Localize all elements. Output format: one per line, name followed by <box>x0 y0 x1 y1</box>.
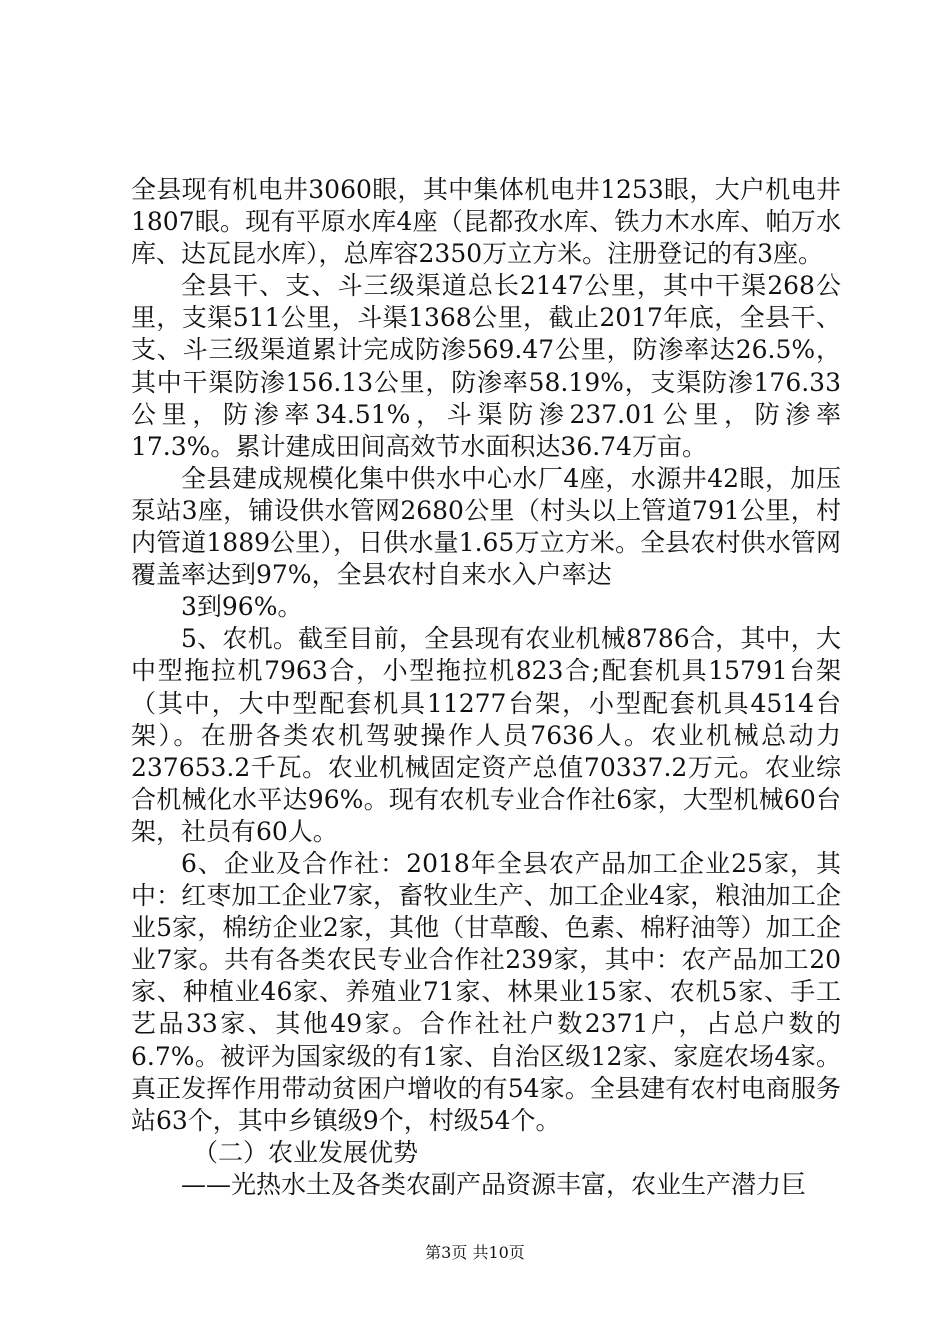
paragraph-agricultural-machinery: 5、农机。截至目前，全县现有农业机械8786合，其中，大中型拖拉机7963合，小型拖拉机823合;配套机具15791台架（其中，大中型配套机具11277台架，小型配套机具4514台架）。在册各类农机驾驶操作人员7636人。农业机械总动力237653.2千瓦。农业机械固定资产总值70337.2万元。农业综合机械化水平达96%。现有农机专业合作社6家，大型机械60台架，社员有60人。 <box>131 624 841 846</box>
paragraph-water-supply-continued: 3到96%。 <box>181 592 303 622</box>
document-body <box>131 174 841 1201</box>
section-heading-advantages: （二）农业发展优势 <box>193 1137 419 1167</box>
paragraph-resources: ——光热水土及各类农副产品资源丰富，农业生产潜力巨 <box>181 1169 807 1199</box>
paragraph-irrigation-wells: 全县现有机电井3060眼，其中集体机电井1253眼，大户机电井1807眼。现有平原水库4座（昆都孜水库、铁力木水库、帕万水库、达瓦昆水库），总库容2350万立方米。注册登记的有3座。 <box>131 175 841 269</box>
page-footer: 第3页 共10页 <box>425 1243 525 1262</box>
paragraph-enterprises-cooperatives: 6、企业及合作社：2018年全县农产品加工企业25家，其中：红枣加工企业7家，畜牧业生产、加工企业4家，粮油加工企业5家，棉纺企业2家，其他（甘草酸、色素、棉籽油等）加工企业7家。共有各类农民专业合作社239家，其中：农产品加工20家、种植业46家、养殖业71家、林果业15家、农机5家、手工艺品33家、其他49家。合作社社户数2371户，占总户数的6.7%。被评为国家级的有1家、自治区级12家、家庭农场4家。真正发挥作用带动贫困户增收的有54家。全县建有农村电商服务站63个，其中乡镇级9个，村级54个。 <box>131 848 841 1135</box>
paragraph-water-supply: 全县建成规模化集中供水中心水厂4座，水源井42眼，加压泵站3座，铺设供水管网2680公里（村头以上管道791公里，村内管道1889公里），日供水量1.65万立方米。全县农村供水管网覆盖率达到97%，全县农村自来水入户率达 <box>131 463 841 590</box>
paragraph-canals: 全县干、支、斗三级渠道总长2147公里，其中干渠268公里，支渠511公里，斗渠1368公里，截止2017年底，全县干、支、斗三级渠道累计完成防渗569.47公里，防渗率达26.5%，其中干渠防渗156.13公里，防渗率58.19%，支渠防渗176.33公里，防渗率34.51%，斗渠防渗237.01公里，防渗率17.3%。累计建成田间高效节水面积达36.74万亩。 <box>131 271 841 461</box>
